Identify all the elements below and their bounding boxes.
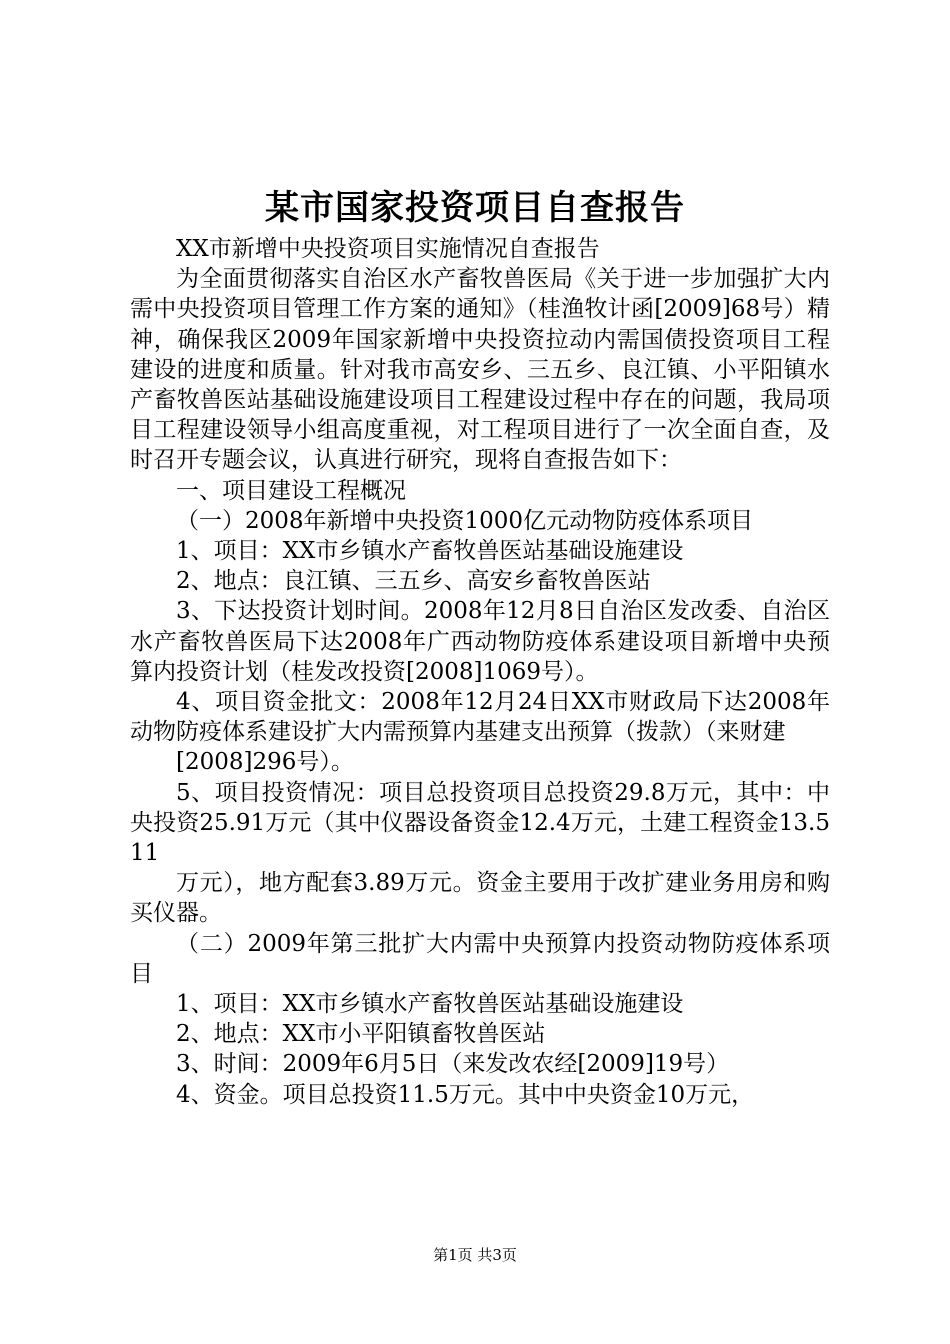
page-footer: 第1页 共3页 bbox=[433, 1246, 517, 1264]
item-paragraph: 4、资金。项目总投资11.5万元。其中中央资金10万元， bbox=[176, 1081, 755, 1108]
item-paragraph: 4、项目资金批文：2008年12月24日XX市财政局下达2008年动物防疫体系建设扩大内需预算内基建支出预算（拨款）（来财建 bbox=[130, 689, 830, 746]
item-paragraph: 2、地点：XX市小平阳镇畜牧兽医站 bbox=[176, 1021, 546, 1048]
section-heading: 一、项目建设工程概况 bbox=[176, 477, 406, 504]
subtitle-paragraph: XX市新增中央投资项目实施情况自查报告 bbox=[176, 236, 600, 262]
intro-paragraph: 为全面贯彻落实自治区水产畜牧兽医局《关于进一步加强扩大内需中央投资项目管理工作方案的通知》（桂渔牧计函[2009]68号）精神，确保我区2009年国家新增中央投资拉动内需国债投资项目工程建设的进度和质量。针对我市高安乡、三五乡、良江镇、小平阳镇水产畜牧兽医站基础设施建设项目工程建设过程中存在的问题，我局项目工程建设领导小组高度重视，对工程项目进行了一次全面自查，及时召开专题会议，认真进行研究，现将自查报告如下： bbox=[130, 266, 830, 474]
continuation-line: [2008]296号）。 bbox=[176, 749, 354, 776]
item-paragraph: 2、地点：良江镇、三五乡、高安乡畜牧兽医站 bbox=[176, 568, 651, 595]
subsection-heading: （一）2008年新增中央投资1000亿元动物防疫体系项目 bbox=[176, 507, 754, 534]
continuation-paragraph: 万元），地方配套3.89万元。资金主要用于改扩建业务用房和购买仪器。 bbox=[130, 870, 830, 927]
document-title: 某市国家投资项目自查报告 bbox=[265, 188, 685, 228]
subsection-heading: （二）2009年第三批扩大内需中央预算内投资动物防疫体系项目 bbox=[130, 930, 830, 987]
item-paragraph: 3、下达投资计划时间。2008年12月8日自治区发改委、自治区水产畜牧兽医局下达2008年广西动物防疫体系建设项目新增中央预算内投资计划（桂发改投资[2008]1069号）。 bbox=[130, 598, 830, 685]
item-paragraph: 1、项目：XX市乡镇水产畜牧兽医站基础设施建设 bbox=[176, 991, 684, 1018]
item-paragraph: 5、项目投资情况：项目总投资项目总投资29.8万元，其中：中央投资25.91万元（其中仪器设备资金12.4万元，土建工程资金13.511 bbox=[130, 779, 830, 867]
item-paragraph: 3、时间：2009年6月5日（来发改农经[2009]19号） bbox=[176, 1051, 730, 1078]
item-paragraph: 1、项目：XX市乡镇水产畜牧兽医站基础设施建设 bbox=[176, 538, 684, 565]
document-body bbox=[130, 234, 830, 1110]
